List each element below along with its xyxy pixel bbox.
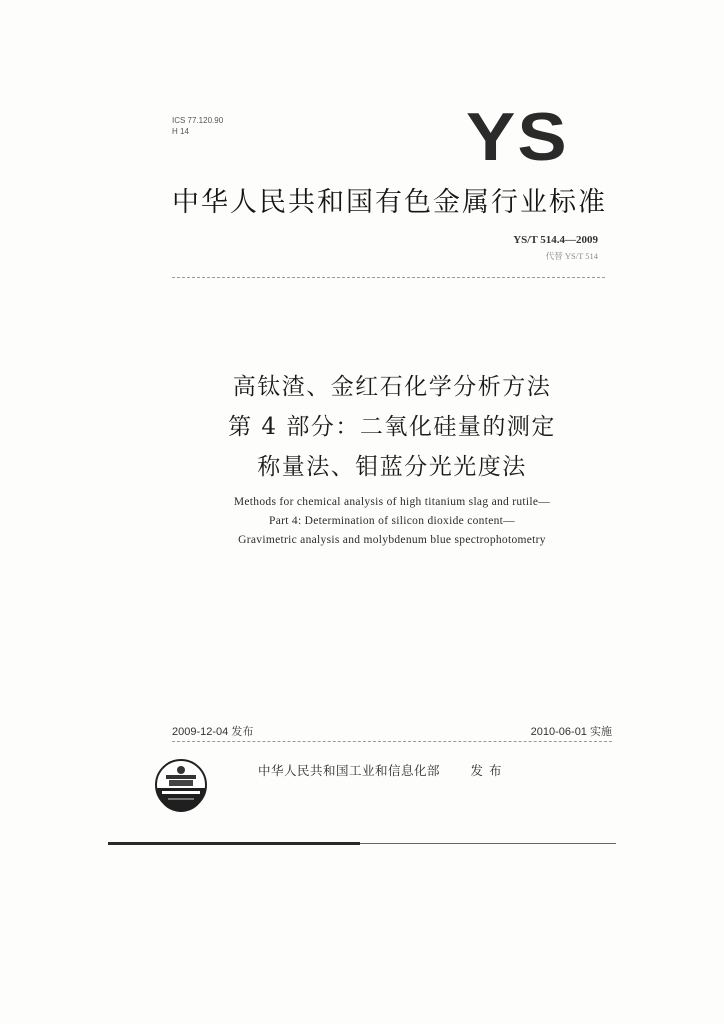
implement-label: 实施 (590, 726, 612, 738)
title-en-line1: Methods for chemical analysis of high titanium slag and rutile— (233, 496, 551, 508)
issue-date: 2009-12-04 (172, 726, 229, 738)
footer-rule-thick (108, 842, 360, 845)
ministry-emblem-icon (154, 758, 208, 812)
title-en-line2: Part 4: Determination of silicon dioxide content— (269, 515, 515, 527)
title-zh-line2: 第 4 部分：二氧化硅量的测定 (228, 414, 556, 440)
title-en-line3: Gravimetric analysis and molybdenum blue spectrophotometry (238, 534, 546, 546)
issue-date-block (172, 723, 253, 739)
implement-date: 2010-06-01 (530, 726, 587, 738)
issuer-name: 中华人民共和国工业和信息化部 (258, 763, 441, 778)
title-zh-line1: 高钛渣、金红石化学分析方法 (232, 374, 552, 400)
issuer-label: 发布 (470, 763, 508, 778)
ys-logo: YS (466, 98, 569, 175)
date-divider (172, 741, 612, 742)
issue-label: 发布 (231, 726, 254, 738)
standard-number: YS/T 514.4—2009 (513, 234, 598, 246)
replaces-note: 代替 YS/T 514 (545, 251, 598, 261)
header-divider (172, 277, 605, 278)
issuer-line (258, 761, 558, 779)
ics-code: ICS 77.120.90 (172, 116, 224, 125)
date-row (172, 723, 612, 739)
footer-rule-thin (360, 843, 616, 844)
header-title: 中华人民共和国有色金属行业标准 (172, 187, 607, 218)
title-zh-line3: 称量法、钼蓝分光光度法 (257, 454, 527, 480)
ccs-code: H 14 (172, 127, 189, 136)
implement-date-block (531, 723, 612, 739)
